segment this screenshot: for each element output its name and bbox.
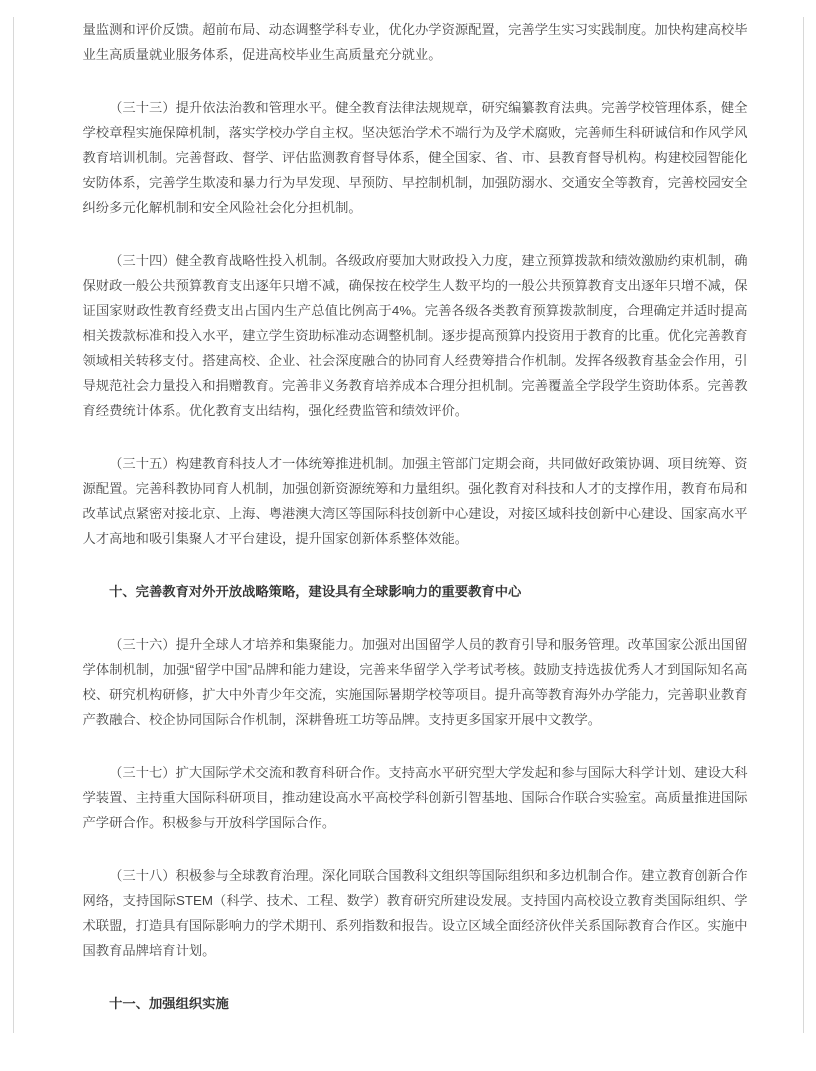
paragraph-continuation: 量监测和评价反馈。超前布局、动态调整学科专业，优化办学资源配置，完善学生实习实践制度。加快构建高校毕业生高质量就业服务体系，促进高校毕业生高质量充分就业。 [82, 22, 748, 62]
paragraph-clause-38: （三十八）积极参与全球教育治理。深化同联合国教科文组织等国际组织和多边机制合作。建立教育创新合作网络，支持国际STEM（科学、技术、工程、数学）教育研究所建设发展。支持国内高校设立教育类国际组织、学术联盟，打造具有国际影响力的学术期刊、系列指数和报告。设立区域全面经济伙伴关系国际教育合作区。实施中国教育品牌培育计划。 [82, 868, 748, 958]
section-heading-10: 十、完善教育对外开放战略策略，建设具有全球影响力的重要教育中心 [109, 584, 522, 599]
paragraph-clause-34: （三十四）健全教育战略性投入机制。各级政府要加大财政投入力度，建立预算拨款和绩效激励约束机制，确保财政一般公共预算教育支出逐年只增不减，确保按在校学生人数平均的一般公共预算教育支出逐年只增不减，保证国家财政性教育经费支出占国内生产总值比例高于4%。完善各级各类教育预算拨款制度，合理确定并适时提高相关拨款标准和投入水平，建立学生资助标准动态调整机制。逐步提高预算内投资用于教育的比重。优化完善教育领域相关转移支付。搭建高校、企业、社会深度融合的协同育人经费筹措合作机制。发挥各级教育基金会作用，引导规范社会力量投入和捐赠教育。完善非义务教育培养成本合理分担机制。完善覆盖全学段学生资助体系。完善教育经费统计体系。优化教育支出结构，强化经费监管和绩效评价。 [82, 253, 748, 418]
paragraph-clause-33: （三十三）提升依法治教和管理水平。健全教育法律法规规章，研究编纂教育法典。完善学校管理体系，健全学校章程实施保障机制，落实学校办学自主权。坚决惩治学术不端行为及学术腐败，完善师生科研诚信和作风学风教育培训机制。完善督政、督学、评估监测教育督导体系，健全国家、省、市、县教育督导机构。构建校园智能化安防体系，完善学生欺凌和暴力行为早发现、早预防、早控制机制，加强防溺水、交通安全等教育，完善校园安全纠纷多元化解机制和安全风险社会化分担机制。 [82, 100, 748, 215]
paragraph-clause-36: （三十六）提升全球人才培养和集聚能力。加强对出国留学人员的教育引导和服务管理。改革国家公派出国留学体制机制，加强“留学中国”品牌和能力建设，完善来华留学入学考试考核。鼓励支持选拔优秀人才到国际知名高校、研究机构研修，扩大中外青少年交流，实施国际暑期学校等项目。提升高等教育海外办学能力，完善职业教育产教融合、校企协同国际合作机制，深耕鲁班工坊等品牌。支持更多国家开展中文教学。 [82, 637, 748, 727]
document-page [13, 17, 804, 1033]
section-heading-11: 十一、加强组织实施 [109, 996, 229, 1011]
paragraph-clause-35: （三十五）构建教育科技人才一体统筹推进机制。加强主管部门定期会商，共同做好政策协调、项目统筹、资源配置。完善科教协同育人机制，加强创新资源统筹和力量组织。强化教育对科技和人才的支撑作用，教育布局和改革试点紧密对接北京、上海、粤港澳大湾区等国际科技创新中心建设，对接区域科技创新中心建设、国家高水平人才高地和吸引集聚人才平台建设，提升国家创新体系整体效能。 [82, 456, 748, 546]
paragraph-clause-37: （三十七）扩大国际学术交流和教育科研合作。支持高水平研究型大学发起和参与国际大科学计划、建设大科学装置、主持重大国际科研项目，推动建设高水平高校学科创新引智基地、国际合作联合实验室。高质量推进国际产学研合作。积极参与开放科学国际合作。 [82, 765, 748, 830]
